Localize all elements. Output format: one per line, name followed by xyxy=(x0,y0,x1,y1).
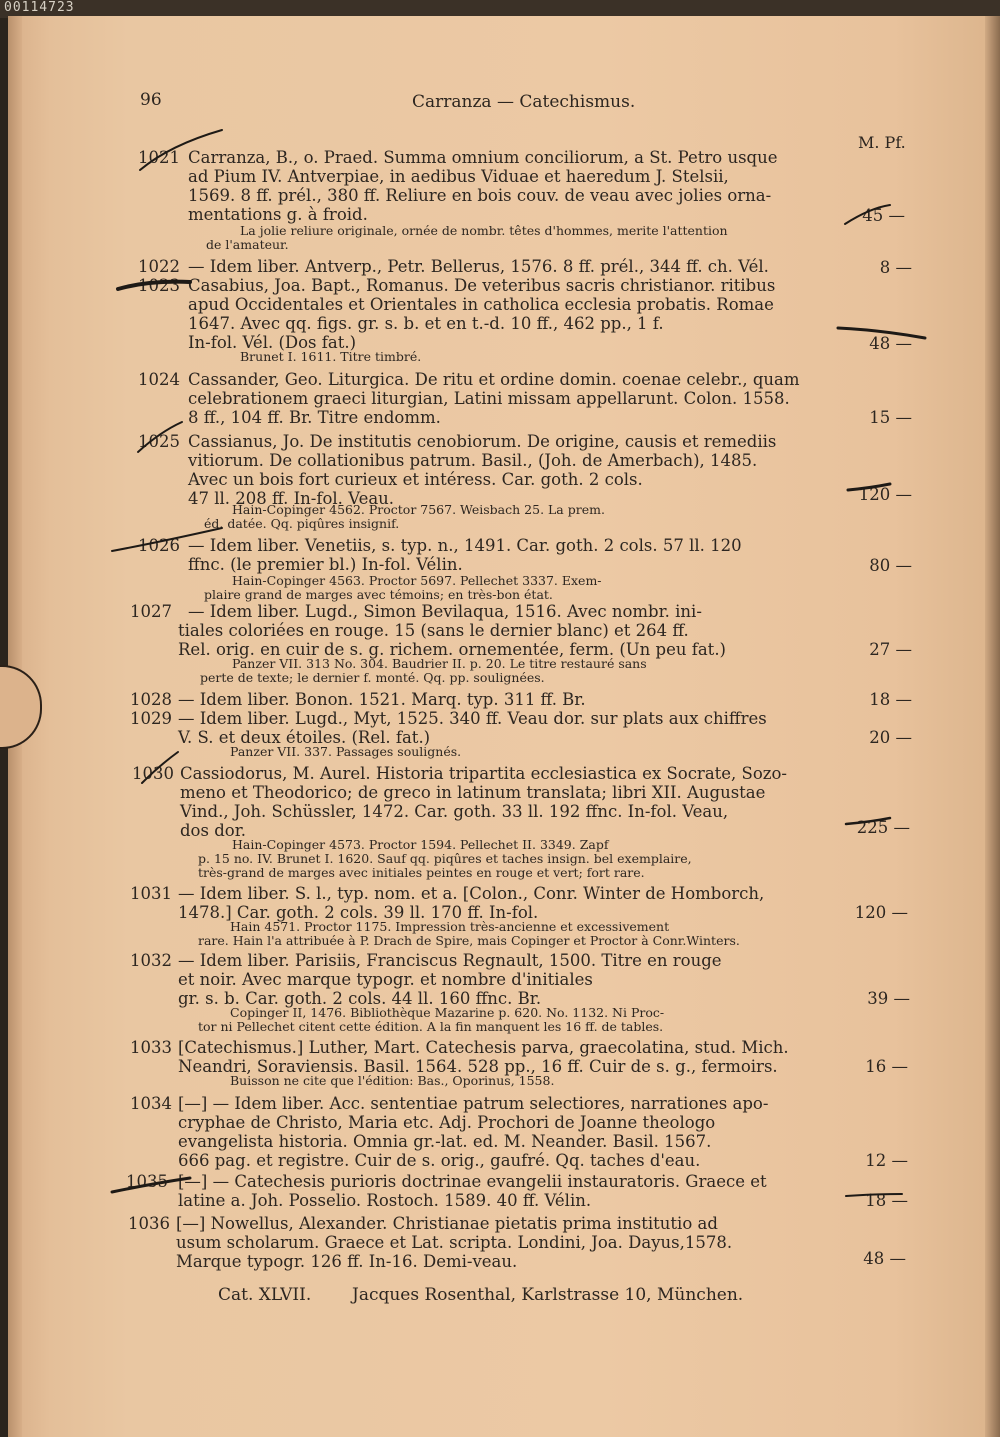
entry-price: 18 — xyxy=(869,690,912,709)
entry-line: Marque typogr. 126 ff. In-16. Demi-veau. xyxy=(176,1252,518,1271)
entry-price: 225 — xyxy=(856,818,910,837)
entry-number: 1031 xyxy=(130,884,172,903)
entry-number: 1028 xyxy=(130,690,172,709)
entry-line: In-fol. Vél. (Dos fat.) xyxy=(188,333,357,352)
strike-120 xyxy=(848,484,890,490)
entry-line: — Idem liber. S. l., typ. nom. et a. [Colon., Conr. Winter de Homborch, xyxy=(178,884,765,903)
entry-line: ffnc. (le premier bl.) In-fol. Vélin. xyxy=(188,555,463,574)
entry-line: 1569. 8 ff. prél., 380 ff. Reliure en bois couv. de veau avec jolies orna- xyxy=(188,186,772,205)
entry-note: perte de texte; le dernier f. monté. Qq. pp. soulignées. xyxy=(200,670,545,685)
mark-1026 xyxy=(112,528,222,551)
entry-note: Hain-Copinger 4563. Proctor 5697. Pellechet 3337. Exem- xyxy=(232,573,602,588)
entry-line: tiales coloriées en rouge. 15 (sans le dernier blanc) et 264 ff. xyxy=(178,621,689,640)
entry-line: et noir. Avec marque typogr. et nombre d'initiales xyxy=(178,970,593,989)
strike-18 xyxy=(846,1194,902,1196)
entry-price: 15 — xyxy=(869,408,912,427)
entry-line: usum scholarum. Graece et Lat. scripta. Londini, Joa. Dayus,1578. xyxy=(176,1233,733,1252)
entry-number: 1027 xyxy=(130,602,172,621)
entry-line: mentations g. à froid. xyxy=(188,205,368,224)
entry-line: Casabius, Joa. Bapt., Romanus. De veteribus sacris christianor. ritibus xyxy=(188,276,776,295)
entry-line: gr. s. b. Car. goth. 2 cols. 44 ll. 160 ffnc. Br. xyxy=(178,989,542,1008)
entry-number: 1036 xyxy=(128,1214,170,1233)
entry-line: Cassianus, Jo. De institutis cenobiorum. De origine, causis et remediis xyxy=(188,432,777,451)
entry-price: 20 — xyxy=(869,728,912,747)
entry-line: latine a. Joh. Posselio. Rostoch. 1589. 40 ff. Vélin. xyxy=(178,1191,592,1210)
entry-line: [—] — Catechesis purioris doctrinae evangelii instauratoris. Graece et xyxy=(178,1172,767,1191)
entry-number: 1030 xyxy=(132,764,174,783)
entry-note: p. 15 no. IV. Brunet I. 1620. Sauf qq. piqûres et taches insign. bel exemplaire, xyxy=(198,851,692,866)
entry-number: 1024 xyxy=(138,370,180,389)
entry-note: de l'amateur. xyxy=(206,237,289,252)
entry-note: éd. datée. Qq. piqûres insignif. xyxy=(204,516,400,531)
entry-line: — Idem liber. Antverp., Petr. Bellerus, 1576. 8 ff. prél., 344 ff. ch. Vél. xyxy=(188,257,769,276)
entry-line: [—] — Idem liber. Acc. sententiae patrum selectiores, narrationes apo- xyxy=(178,1094,769,1113)
strike-1035 xyxy=(112,1178,190,1192)
entry-line: evangelista historia. Omnia gr.-lat. ed. M. Neander. Basil. 1567. xyxy=(178,1132,712,1151)
entry-line: 8 ff., 104 ff. Br. Titre endomm. xyxy=(188,408,441,427)
entry-line: — Idem liber. Parisiis, Franciscus Regnault, 1500. Titre en rouge xyxy=(178,951,722,970)
entry-line: vitiorum. De collationibus patrum. Basil., (Joh. de Amerbach), 1485. xyxy=(188,451,758,470)
strike-1023 xyxy=(118,282,190,289)
entry-price: 80 — xyxy=(869,556,912,575)
entry-note: plaire grand de marges avec témoins; en très-bon état. xyxy=(204,587,553,602)
dealer-imprint: Jacques Rosenthal, Karlstrasse 10, München. xyxy=(352,1285,744,1305)
entry-note: Brunet I. 1611. Titre timbré. xyxy=(240,349,422,364)
entry-line: Carranza, B., o. Praed. Summa omnium conciliorum, a St. Petro usque xyxy=(188,148,778,167)
entry-line: 1647. Avec qq. figs. gr. s. b. et en t.-d. 10 ff., 462 pp., 1 f. xyxy=(188,314,664,333)
entry-price: 8 — xyxy=(879,258,912,277)
entry-line: [—] Nowellus, Alexander. Christianae pietatis prima institutio ad xyxy=(176,1214,718,1233)
entry-number: 1032 xyxy=(130,951,172,970)
entry-note: Hain-Copinger 4573. Proctor 1594. Pellechet II. 3349. Zapf xyxy=(232,837,609,852)
entry-price: 16 — xyxy=(865,1057,908,1076)
entry-price: 27 — xyxy=(869,640,912,659)
currency-header: M. Pf. xyxy=(858,133,906,152)
page-number: 96 xyxy=(140,90,162,110)
entry-note: Hain 4571. Proctor 1175. Impression très-ancienne et excessivement xyxy=(230,919,670,934)
entry-price: 120 — xyxy=(858,485,912,504)
entry-line: — Idem liber. Venetiis, s. typ. n., 1491. Car. goth. 2 cols. 57 ll. 120 xyxy=(188,536,742,555)
strike-48 xyxy=(838,328,925,338)
entry-line: V. S. et deux étoiles. (Rel. fat.) xyxy=(178,728,431,747)
entry-line: apud Occidentales et Orientales in catholica ecclesia probatis. Romae xyxy=(188,295,774,314)
entry-note: rare. Hain l'a attribuée à P. Drach de Spire, mais Copinger et Proctor à Conr.Winters. xyxy=(198,933,740,948)
check-mark-1025 xyxy=(138,422,182,452)
entry-note: Copinger II, 1476. Bibliothèque Mazarine p. 620. No. 1132. Ni Proc- xyxy=(230,1005,665,1020)
entry-number: 1029 xyxy=(130,709,172,728)
entry-line: — Idem liber. Lugd., Simon Bevilaqua, 1516. Avec nombr. ini- xyxy=(188,602,702,621)
entry-line: Cassander, Geo. Liturgica. De ritu et ordine domin. coenae celebr., quam xyxy=(188,370,800,389)
entry-line: Neandri, Soraviensis. Basil. 1564. 528 pp., 16 ff. Cuir de s. g., fermoirs. xyxy=(178,1057,778,1076)
running-title: Carranza — Catechismus. xyxy=(412,92,636,112)
entry-price: 48 — xyxy=(863,1249,906,1268)
entry-price: 39 — xyxy=(867,989,910,1008)
pencil-tick-45 xyxy=(845,205,890,224)
scan-label: 00114723 xyxy=(4,0,75,15)
entry-line: [Catechismus.] Luther, Mart. Catechesis parva, graecolatina, stud. Mich. xyxy=(178,1038,789,1057)
entry-number: 1034 xyxy=(130,1094,172,1113)
entry-line: Vind., Joh. Schüssler, 1472. Car. goth. 33 ll. 192 ffnc. In-fol. Veau, xyxy=(180,802,729,821)
entry-number: 1025 xyxy=(138,432,180,451)
entry-note: très-grand de marges avec initiales peintes en rouge et vert; fort rare. xyxy=(198,865,645,880)
entry-note: Hain-Copinger 4562. Proctor 7567. Weisbach 25. La prem. xyxy=(232,502,605,517)
entry-line: Rel. orig. en cuir de s. g. richem. ornementée, ferm. (Un peu fat.) xyxy=(178,640,726,659)
entry-line: — Idem liber. Lugd., Myt, 1525. 340 ff. Veau dor. sur plats aux chiffres xyxy=(178,709,767,728)
entry-price: 120 — xyxy=(854,903,908,922)
entry-note: La jolie reliure originale, ornée de nombr. têtes d'hommes, merite l'attention xyxy=(240,223,728,238)
entry-number: 1026 xyxy=(138,536,180,555)
entry-number: 1035 xyxy=(126,1172,168,1191)
entry-line: 47 ll. 208 ff. In-fol. Veau. xyxy=(188,489,395,508)
entry-note: tor ni Pellechet citent cette édition. A la fin manquent les 16 ff. de tables. xyxy=(198,1019,664,1034)
check-mark-1030 xyxy=(142,752,178,783)
entry-line: dos dor. xyxy=(180,821,247,840)
entry-line: meno et Theodorico; de greco in latinum translata; libri XII. Augustae xyxy=(180,783,766,802)
entry-line: — Idem liber. Bonon. 1521. Marq. typ. 311 ff. Br. xyxy=(178,690,586,709)
entry-note: Panzer VII. 337. Passages soulignés. xyxy=(230,744,462,759)
entry-number: 1033 xyxy=(130,1038,172,1057)
entry-note: Buisson ne cite que l'édition: Bas., Oporinus, 1558. xyxy=(230,1073,555,1088)
strike-225 xyxy=(846,818,890,824)
entry-price: 18 — xyxy=(865,1191,908,1210)
check-mark-1021 xyxy=(140,130,222,170)
catalog-number: Cat. XLVII. xyxy=(218,1285,312,1305)
entry-number: 1022 xyxy=(138,257,180,276)
entry-price: 48 — xyxy=(869,334,912,353)
entry-line: 1478.] Car. goth. 2 cols. 39 ll. 170 ff. In-fol. xyxy=(178,903,539,922)
entry-price: 45 — xyxy=(862,206,905,225)
entry-line: Cassiodorus, M. Aurel. Historia tripartita ecclesiastica ex Socrate, Sozo- xyxy=(180,764,787,783)
entry-price: 12 — xyxy=(865,1151,908,1170)
entry-number: 1021 xyxy=(138,148,180,167)
entry-line: ad Pium IV. Antverpiae, in aedibus Viduae et haeredum J. Stelsii, xyxy=(188,167,729,186)
entry-line: 666 pag. et registre. Cuir de s. orig., gaufré. Qq. taches d'eau. xyxy=(178,1151,701,1170)
entry-note: Panzer VII. 313 No. 304. Baudrier II. p. 20. Le titre restauré sans xyxy=(232,656,647,671)
entry-line: Avec un bois fort curieux et intéress. Car. goth. 2 cols. xyxy=(188,470,643,489)
entry-number: 1023 xyxy=(138,276,180,295)
entry-line: celebrationem graeci liturgian, Latini missam appellarunt. Colon. 1558. xyxy=(188,389,790,408)
entry-line: cryphae de Christo, Maria etc. Adj. Prochori de Joanne theologo xyxy=(178,1113,716,1132)
